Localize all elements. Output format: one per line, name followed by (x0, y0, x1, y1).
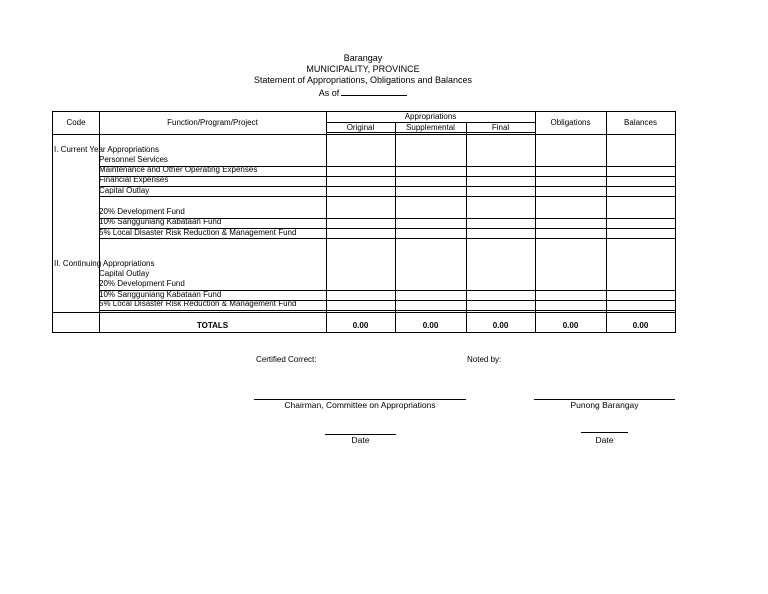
list-item: 20% Development Fund (99, 207, 185, 216)
col-divider (606, 112, 607, 332)
col-divider (326, 112, 327, 332)
list-item: 10% Sangguniang Kabataan Fund (99, 290, 222, 299)
row-divider (99, 238, 675, 239)
as-of-row (0, 87, 726, 99)
report-title: Statement of Appropriations, Obligations and Balances (253, 75, 473, 85)
list-item: Maintenance and Other Operating Expenses (99, 165, 258, 174)
col-divider (535, 112, 536, 332)
col-header-function: Function/Program/Project (167, 118, 258, 127)
total-obligations: 0.00 (562, 321, 579, 330)
col-header-original: Original (346, 123, 375, 132)
list-item: Capital Outlay (99, 186, 150, 195)
chairman-title: Chairman, Committee on Appropriations (284, 400, 436, 410)
header-barangay: Barangay (343, 53, 383, 63)
row-divider (99, 196, 675, 197)
total-balances: 0.00 (632, 321, 649, 330)
row-divider (99, 186, 675, 187)
total-original: 0.00 (352, 321, 369, 330)
date-line-right (581, 432, 628, 433)
date-label-right: Date (595, 435, 614, 445)
col-header-code: Code (66, 118, 86, 127)
list-item: 10% Sangguniang Kabataan Fund (99, 217, 222, 226)
col-header-final: Final (491, 123, 510, 132)
col-header-obligations: Obligations (550, 118, 591, 127)
col-header-supplemental: Supplemental (406, 123, 455, 132)
section-title-current: I. Current Year Appropriations (54, 145, 159, 154)
header-bottom-line (53, 134, 675, 135)
list-item: Capital Outlay (99, 269, 150, 278)
row-divider (99, 176, 675, 177)
list-item: Personnel Services (99, 155, 168, 164)
date-label-left: Date (351, 435, 370, 445)
header-municipality: MUNICIPALITY, PROVINCE (306, 64, 420, 74)
section-title-continuing: II. Continuing Appropriations (54, 259, 155, 268)
list-item: 5% Local Disaster Risk Reduction & Management Fund (99, 299, 297, 308)
punong-barangay-title: Punong Barangay (570, 400, 639, 410)
list-item: 5% Local Disaster Risk Reduction & Management Fund (99, 228, 297, 237)
totals-top-line (53, 312, 675, 313)
noted-by-label: Noted by: (467, 355, 502, 364)
as-of-blank-line (341, 87, 407, 96)
total-supplemental: 0.00 (422, 321, 439, 330)
certified-correct-label: Certified Correct: (256, 355, 317, 364)
col-header-balances: Balances (624, 118, 657, 127)
totals-label: TOTALS (196, 321, 229, 330)
appropriations-table (52, 111, 676, 333)
total-final: 0.00 (492, 321, 509, 330)
list-item: 20% Development Fund (99, 279, 185, 288)
col-header-appropriations: Appropriations (404, 112, 457, 121)
list-item: Financial Expenses (99, 175, 169, 184)
row-divider (99, 310, 675, 311)
as-of-label: As of (318, 88, 340, 98)
